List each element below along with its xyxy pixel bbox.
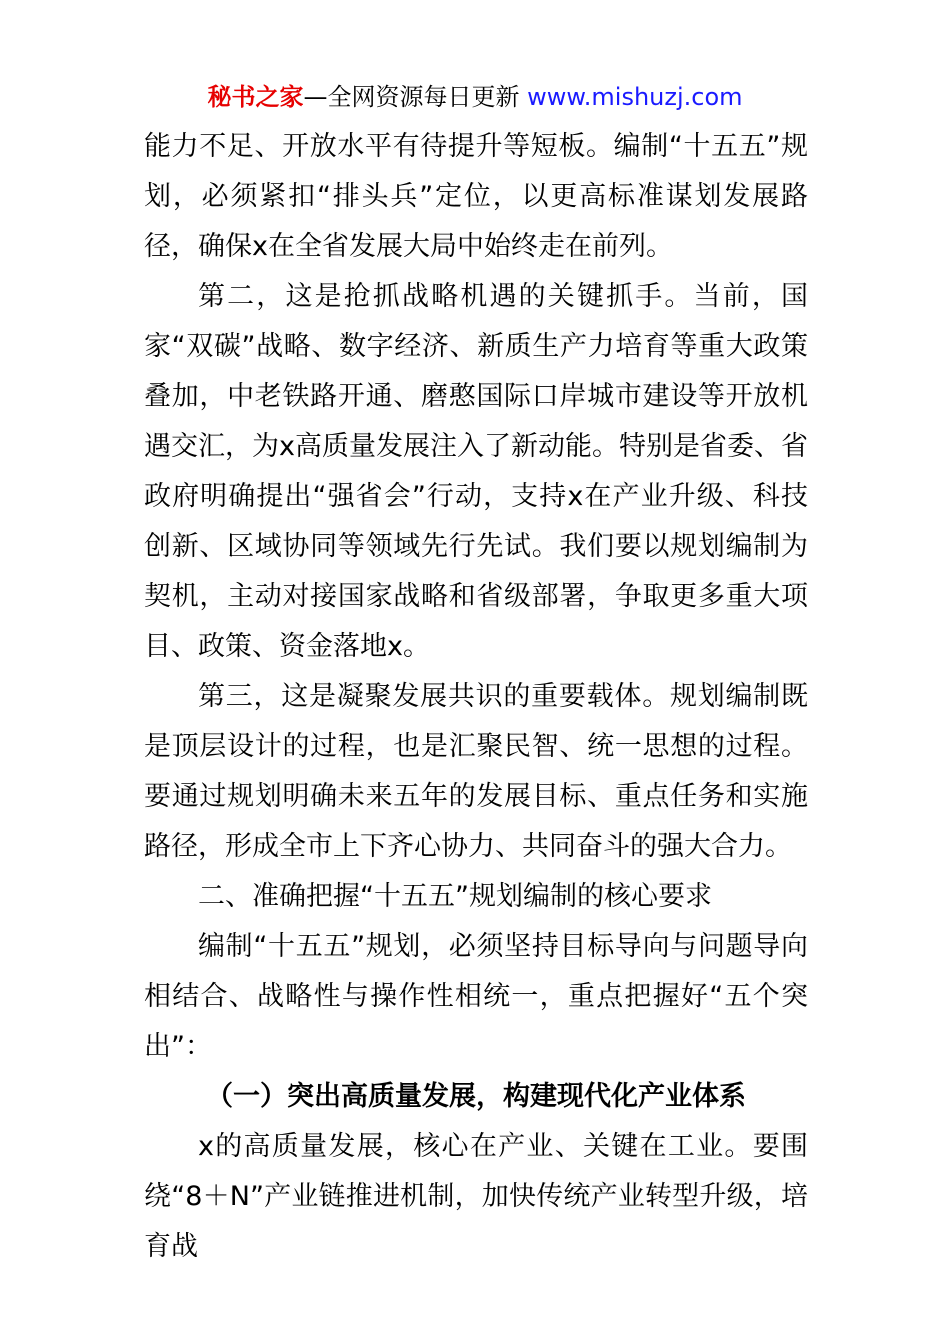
brand-name: 秘书之家 [207,83,304,111]
subsection-heading: （一）突出高质量发展，构建现代化产业体系 [206,1081,746,1112]
section-heading: 二、准确把握“十五五”规划编制的核心要求 [198,881,712,912]
document-body [144,122,808,1272]
header-tagline: —全网资源每日更新 [303,83,528,111]
paragraph-second-point: 第二，这是抢抓战略机遇的关键抓手。当前，国家“双碳”战略、数字经济、新质生产力培育等重大政策叠加，中老铁路开通、磨憨国际口岸城市建设等开放机遇交汇，为x高质量发展注入了新动能。特别是省委、省政府明确提出“强省会”行动，支持x在产业升级、科技创新、区域协同等领域先行先试。我们要以规划编制为契机，主动对接国家战略和省级部署，争取更多重大项目、政策、资金落地x。 [144,281,808,662]
paragraph-continued: 能力不足、开放水平有待提升等短板。编制“十五五”规划，必须紧扣“排头兵”定位，以更高标准谋划发展路径，确保x在全省发展大局中始终走在前列。 [144,131,808,262]
site-header [0,80,950,114]
paragraph-third-point: 第三，这是凝聚发展共识的重要载体。规划编制既是顶层设计的过程，也是汇聚民智、统一思想的过程。要通过规划明确未来五年的发展目标、重点任务和实施路径，形成全市上下齐心协力、共同奋斗的强大合力。 [144,681,808,862]
site-url[interactable]: www.mishuzj.com [527,83,743,111]
paragraph-industry: x的高质量发展，核心在产业、关键在工业。要围绕“8＋N”产业链推进机制，加快传统产业转型升级，培育战 [144,1131,808,1262]
paragraph-section-intro: 编制“十五五”规划，必须坚持目标导向与问题导向相结合、战略性与操作性相统一，重点把握好“五个突出”： [144,931,808,1062]
